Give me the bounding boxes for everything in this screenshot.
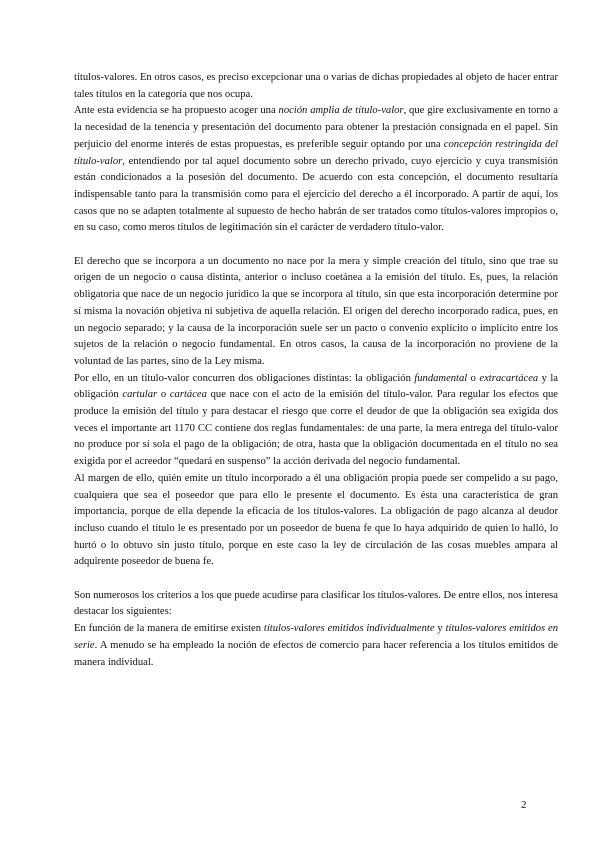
text-run: . A menudo se ha empleado la noción de efectos de comercio para hacer referencia a los títulos emitidos de manera individual.	[74, 639, 558, 668]
italic-term: noción amplia de título-valor	[278, 105, 404, 117]
paragraph	[74, 70, 558, 103]
paragraph	[74, 621, 558, 671]
paragraph	[74, 471, 558, 571]
document-body	[74, 70, 558, 671]
italic-term: fundamental	[414, 372, 468, 384]
italic-term: cartular	[122, 389, 158, 401]
text-run: Ante esta evidencia se ha propuesto acoger una	[74, 105, 279, 117]
paragraph	[74, 371, 558, 471]
text-run: o	[467, 372, 480, 384]
italic-term: títulos-valores emitidos en serie	[74, 623, 559, 651]
italic-term: extracartácea	[479, 372, 539, 384]
italic-term: títulos-valores emitidos individualmente	[263, 623, 435, 635]
paragraph	[74, 254, 558, 371]
paragraph-gap	[74, 237, 558, 254]
text-run: , entendiendo por tal aquel documento sobre un derecho privado, cuyo ejercicio y cuya transmisión están condicionados a la posesión del documento. De acuerdo con esta concepción, el documento resultaría indispensable tanto para la transmisión como para el ejercicio del derecho a él incorporado. A partir de aquí, los casos que no se adapten totalmente al supuesto de hecho habrán de ser tratados como títulos-valores impropios o, en su caso, como meros títulos de legitimación sin el carácter de verdadero título-valor.	[74, 155, 558, 234]
text-run: El derecho que se incorpora a un documento no nace por la mera y simple creación del título, sino que trae su origen de un negocio o causa distinta, anterior o incluso coetánea a la emisión del título. Es, pues, la relación obligatoria que nace de un negocio jurídico la que se incorpora al título, sin que esta incorporación determine por sí misma la novación objetiva ni subjetiva de aquella relación. El origen del derecho incorporado radica, pues, en un negocio separado; y la causa de la incorporación suele ser un pacto o convenio explícito o implícito entre los sujetos de la relación o negocio fundamental. En otros casos, la causa de la incorporación no proviene de la voluntad de las partes, sino de la Ley misma.	[74, 255, 558, 367]
text-run: Por ello, en un título-valor concurren dos obligaciones distintas: la obligación	[74, 372, 415, 384]
italic-term: concepción restringida del título-valor	[74, 138, 558, 167]
text-run: En función de la manera de emitirse existen	[74, 623, 264, 635]
paragraph-gap	[74, 571, 558, 588]
text-run: o	[157, 389, 170, 401]
italic-term: cartácea	[169, 389, 207, 401]
text-run: Son numerosos los criterios a los que puede acudirse para clasificar los títulos-valores. De entre ellos, nos interesa destacar los siguientes:	[74, 589, 558, 618]
paragraph	[74, 588, 558, 621]
text-run: y	[434, 623, 446, 635]
text-run: títulos-valores. En otros casos, es preciso excepcionar una o varias de dichas propiedades al objeto de hacer entrar tales títulos en la categoría que nos ocupa.	[74, 72, 558, 100]
page-number: 2	[521, 799, 527, 811]
text-run: y la obligación	[74, 372, 558, 401]
text-run: , que gire exclusivamente en torno a la necesidad de la tenencia y presentación del documento para obtener la prestación consignada en el papel. Sin perjuicio del enorme interés de estas propuestas, es preferible seguir optando por una	[74, 105, 558, 150]
paragraph	[74, 103, 558, 237]
text-run: que nace con el acto de la emisión del título-valor. Para regular los efectos que produce la emisión del título y para destacar el riesgo que corre el deudor de que la obligación sea exigida dos veces el importante art 1170 CC contiene dos reglas fundamentales: de una parte, la mera entrega del título-valor no produce por sí sola el pago de la obligación; de otra, hasta que la obligación documentada en el título no sea exigida por el acreedor “quedará en suspenso” la acción derivada del negocio fundamental.	[74, 389, 559, 468]
text-run: Al margen de ello, quién emite un título incorporado a él una obligación propia puede ser compelido a su pago, cualquiera que sea el poseedor que para ello le presente el documento. Es ésta una característica de gran importancia, porque de ella depende la eficacia de los títulos-valores. La obligación de pago alcanza al deudor incluso cuando el título le es presentado por un poseedor de buena fe que lo haya adquirido de quien lo halló, lo hurtó o lo obtuvo sin justo título, porque en este caso la ley de circulación de las cosas muebles ampara al adquirente poseedor de buena fe.	[74, 472, 558, 568]
